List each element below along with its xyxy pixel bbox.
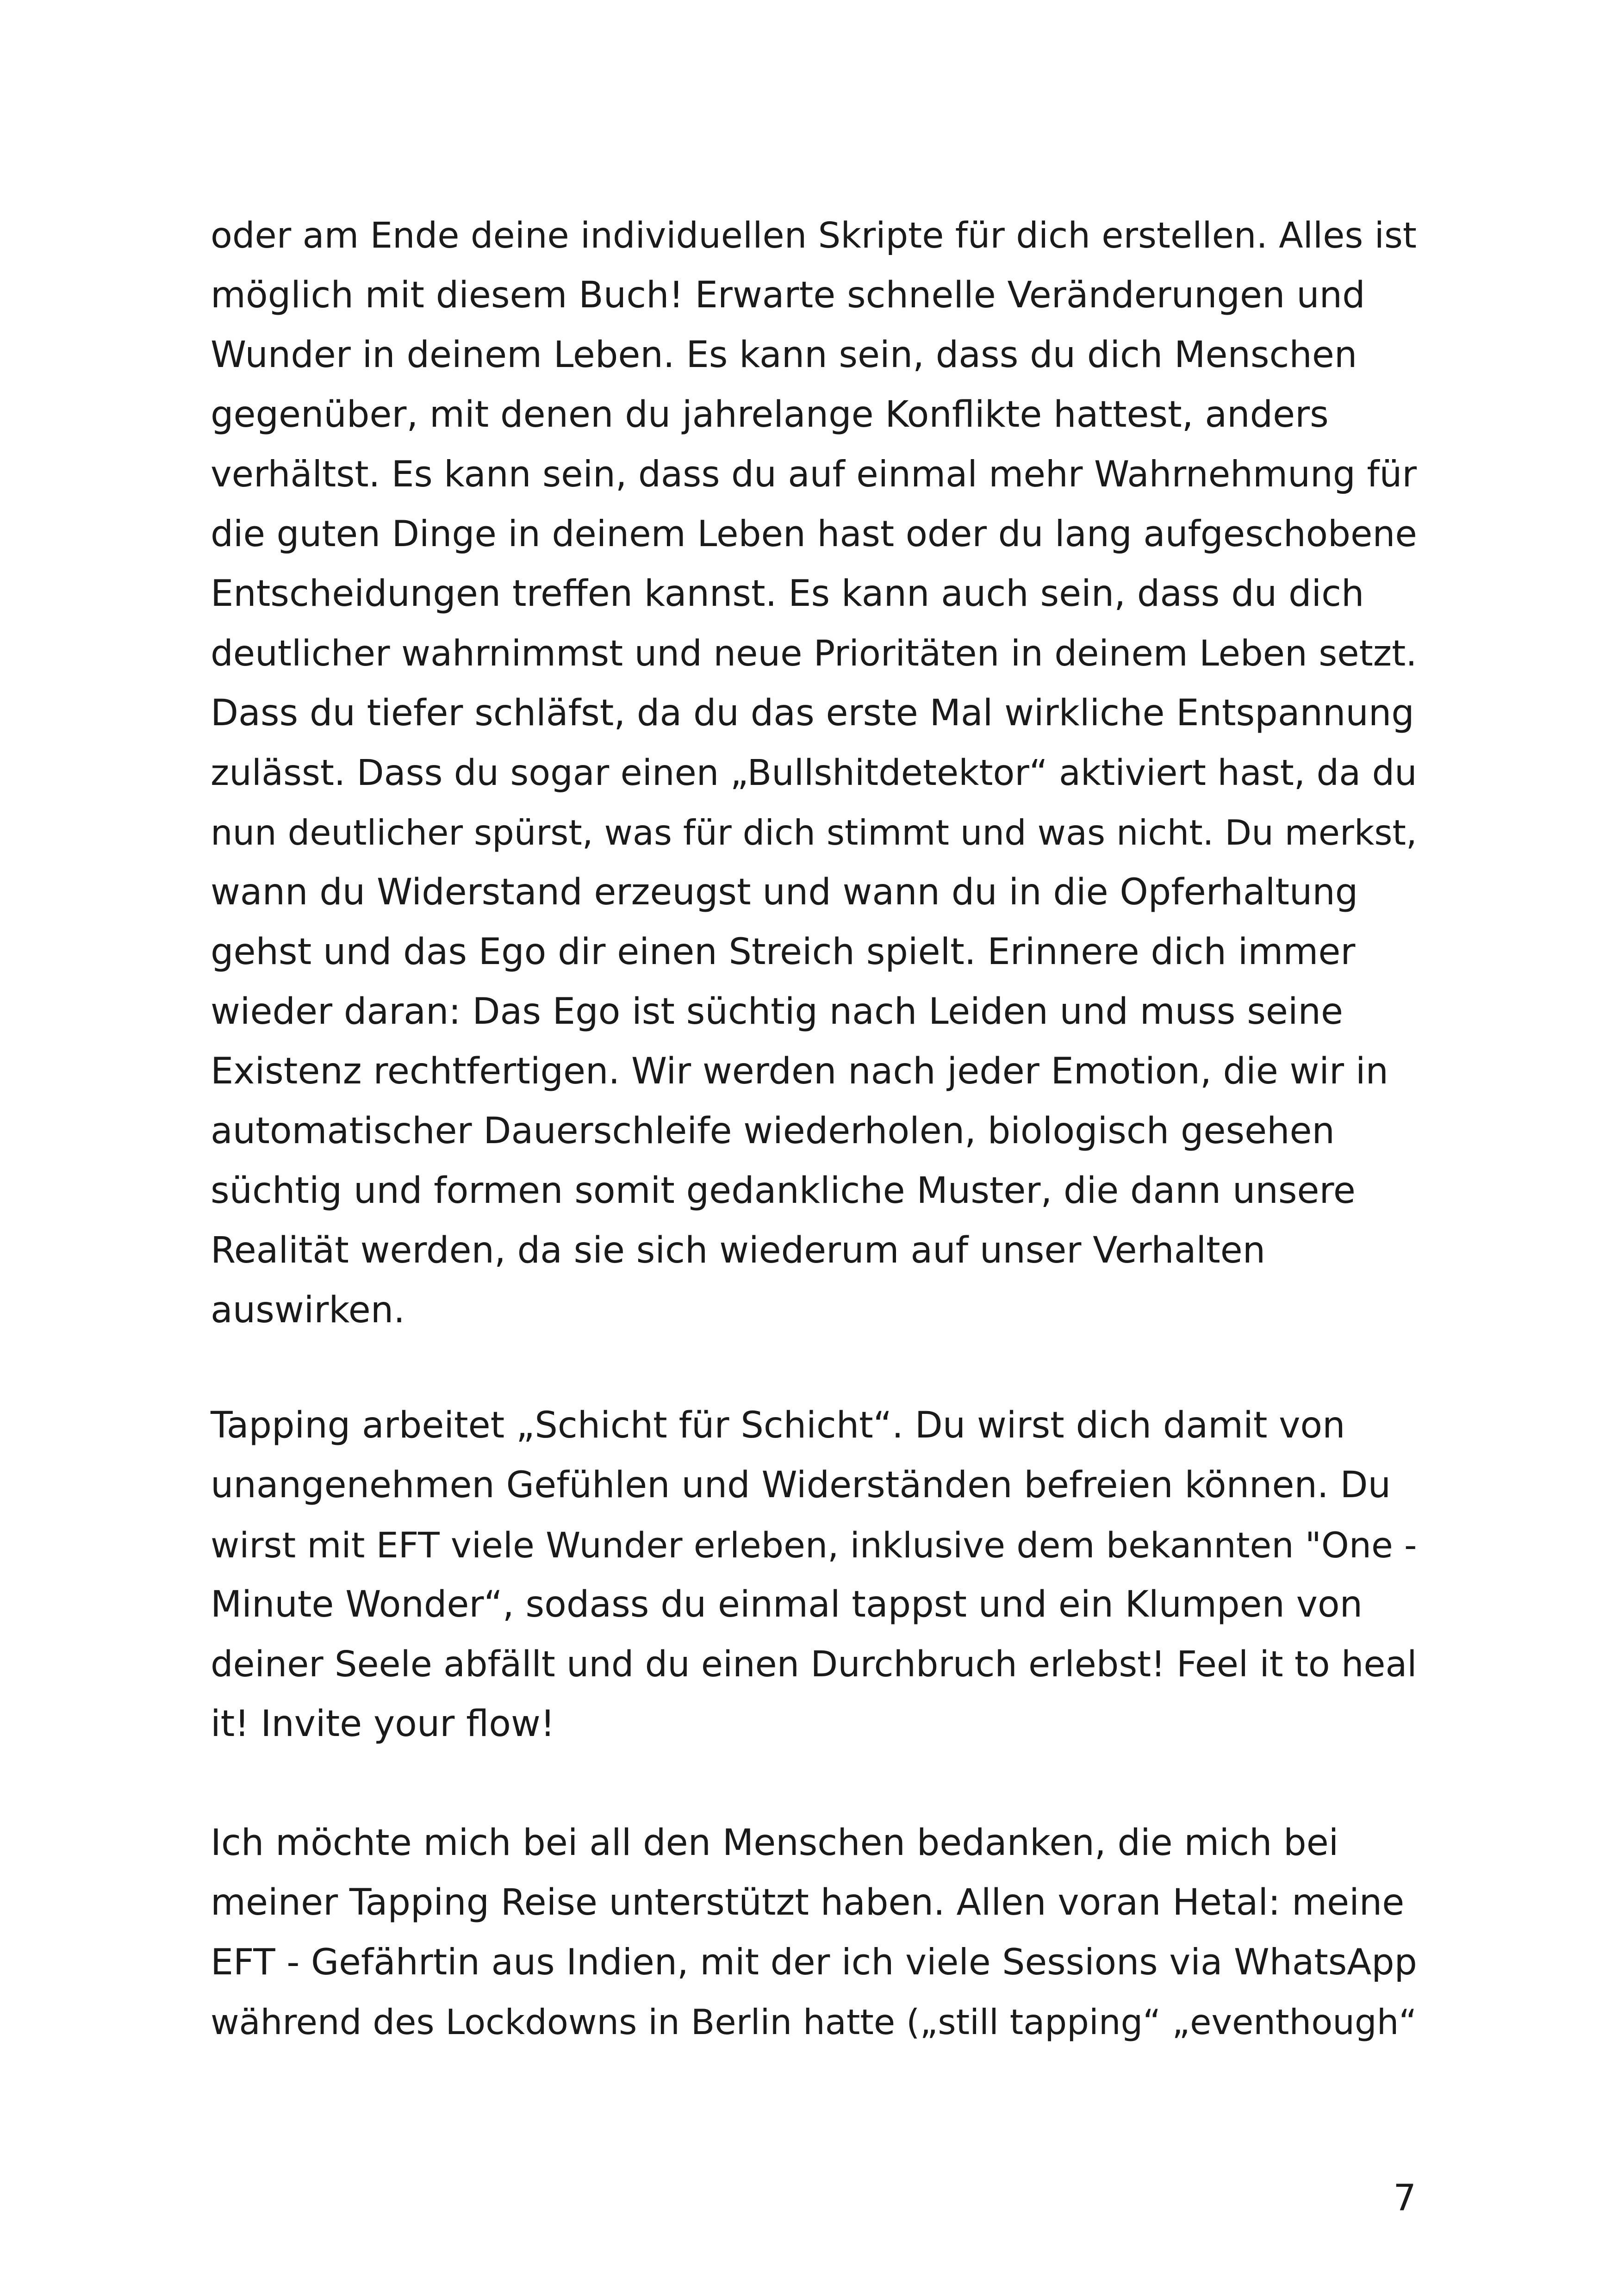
text-line: auswirken.: [211, 1289, 405, 1331]
text-line: EFT - Gefährtin aus Indien, mit der ich viele Sessions via WhatsApp: [211, 1941, 1417, 1983]
paragraph-1: [211, 206, 1423, 1340]
text-line: Dass du tiefer schläfst, da du das erste Mal wirkliche Entspannung: [211, 692, 1414, 734]
text-line: Existenz rechtfertigen. Wir werden nach jeder Emotion, die wir in: [211, 1051, 1388, 1092]
text-line: wann du Widerstand erzeugst und wann du in die Opferhaltung: [211, 871, 1358, 913]
text-line: Ich möchte mich bei all den Menschen bedanken, die mich bei: [211, 1822, 1339, 1864]
text-line: die guten Dinge in deinem Leben hast oder du lang aufgeschobene: [211, 513, 1417, 555]
text-line: verhältst. Es kann sein, dass du auf einmal mehr Wahrnehmung für: [211, 454, 1417, 495]
text-line: zulässt. Dass du sogar einen „Bullshitdetektor“ aktiviert hast, da du: [211, 753, 1417, 794]
text-line: deutlicher wahrnimmst und neue Prioritäten in deinem Leben setzt.: [211, 633, 1417, 674]
text-line: Entscheidungen treffen kannst. Es kann auch sein, dass du dich: [211, 573, 1364, 615]
text-line: Realität werden, da sie sich wiederum auf unser Verhalten: [211, 1230, 1266, 1271]
page-number: 7: [1393, 2178, 1416, 2219]
text-line: süchtig und formen somit gedankliche Muster, die dann unsere: [211, 1170, 1356, 1212]
text-line: nun deutlicher spürst, was für dich stimmt und was nicht. Du merkst,: [211, 812, 1417, 853]
paragraph-2: [211, 1396, 1423, 1754]
text-line: Minute Wonder“, sodass du einmal tappst und ein Klumpen von: [211, 1584, 1363, 1625]
text-line: wirst mit EFT viele Wunder erleben, inklusive dem bekannten "One -: [211, 1524, 1417, 1566]
text-line: oder am Ende deine individuellen Skripte für dich erstellen. Alles ist: [211, 215, 1417, 256]
text-line: Wunder in deinem Leben. Es kann sein, dass du dich Menschen: [211, 334, 1357, 376]
text-line: automatischer Dauerschleife wiederholen, biologisch gesehen: [211, 1110, 1335, 1152]
text-line: Tapping arbeitet „Schicht für Schicht“. Du wirst dich damit von: [211, 1405, 1345, 1446]
text-line: it! Invite your flow!: [211, 1703, 555, 1745]
text-line: während des Lockdowns in Berlin hatte („still tapping“ „eventhough“: [211, 2002, 1417, 2042]
text-line: wieder daran: Das Ego ist süchtig nach Leiden und muss seine: [211, 991, 1343, 1033]
text-line: unangenehmen Gefühlen und Widerständen befreien können. Du: [211, 1464, 1391, 1506]
text-line: meiner Tapping Reise unterstützt haben. Allen voran Hetal: meine: [211, 1882, 1405, 1923]
paragraph-3: [211, 1813, 1423, 2052]
text-line: möglich mit diesem Buch! Erwarte schnelle Veränderungen und: [211, 274, 1365, 316]
text-line: deiner Seele abfällt und du einen Durchbruch erlebst! Feel it to heal: [211, 1644, 1417, 1685]
text-line: gegenüber, mit denen du jahrelange Konflikte hattest, anders: [211, 394, 1329, 436]
text-line: gehst und das Ego dir einen Streich spielt. Erinnere dich immer: [211, 931, 1356, 973]
